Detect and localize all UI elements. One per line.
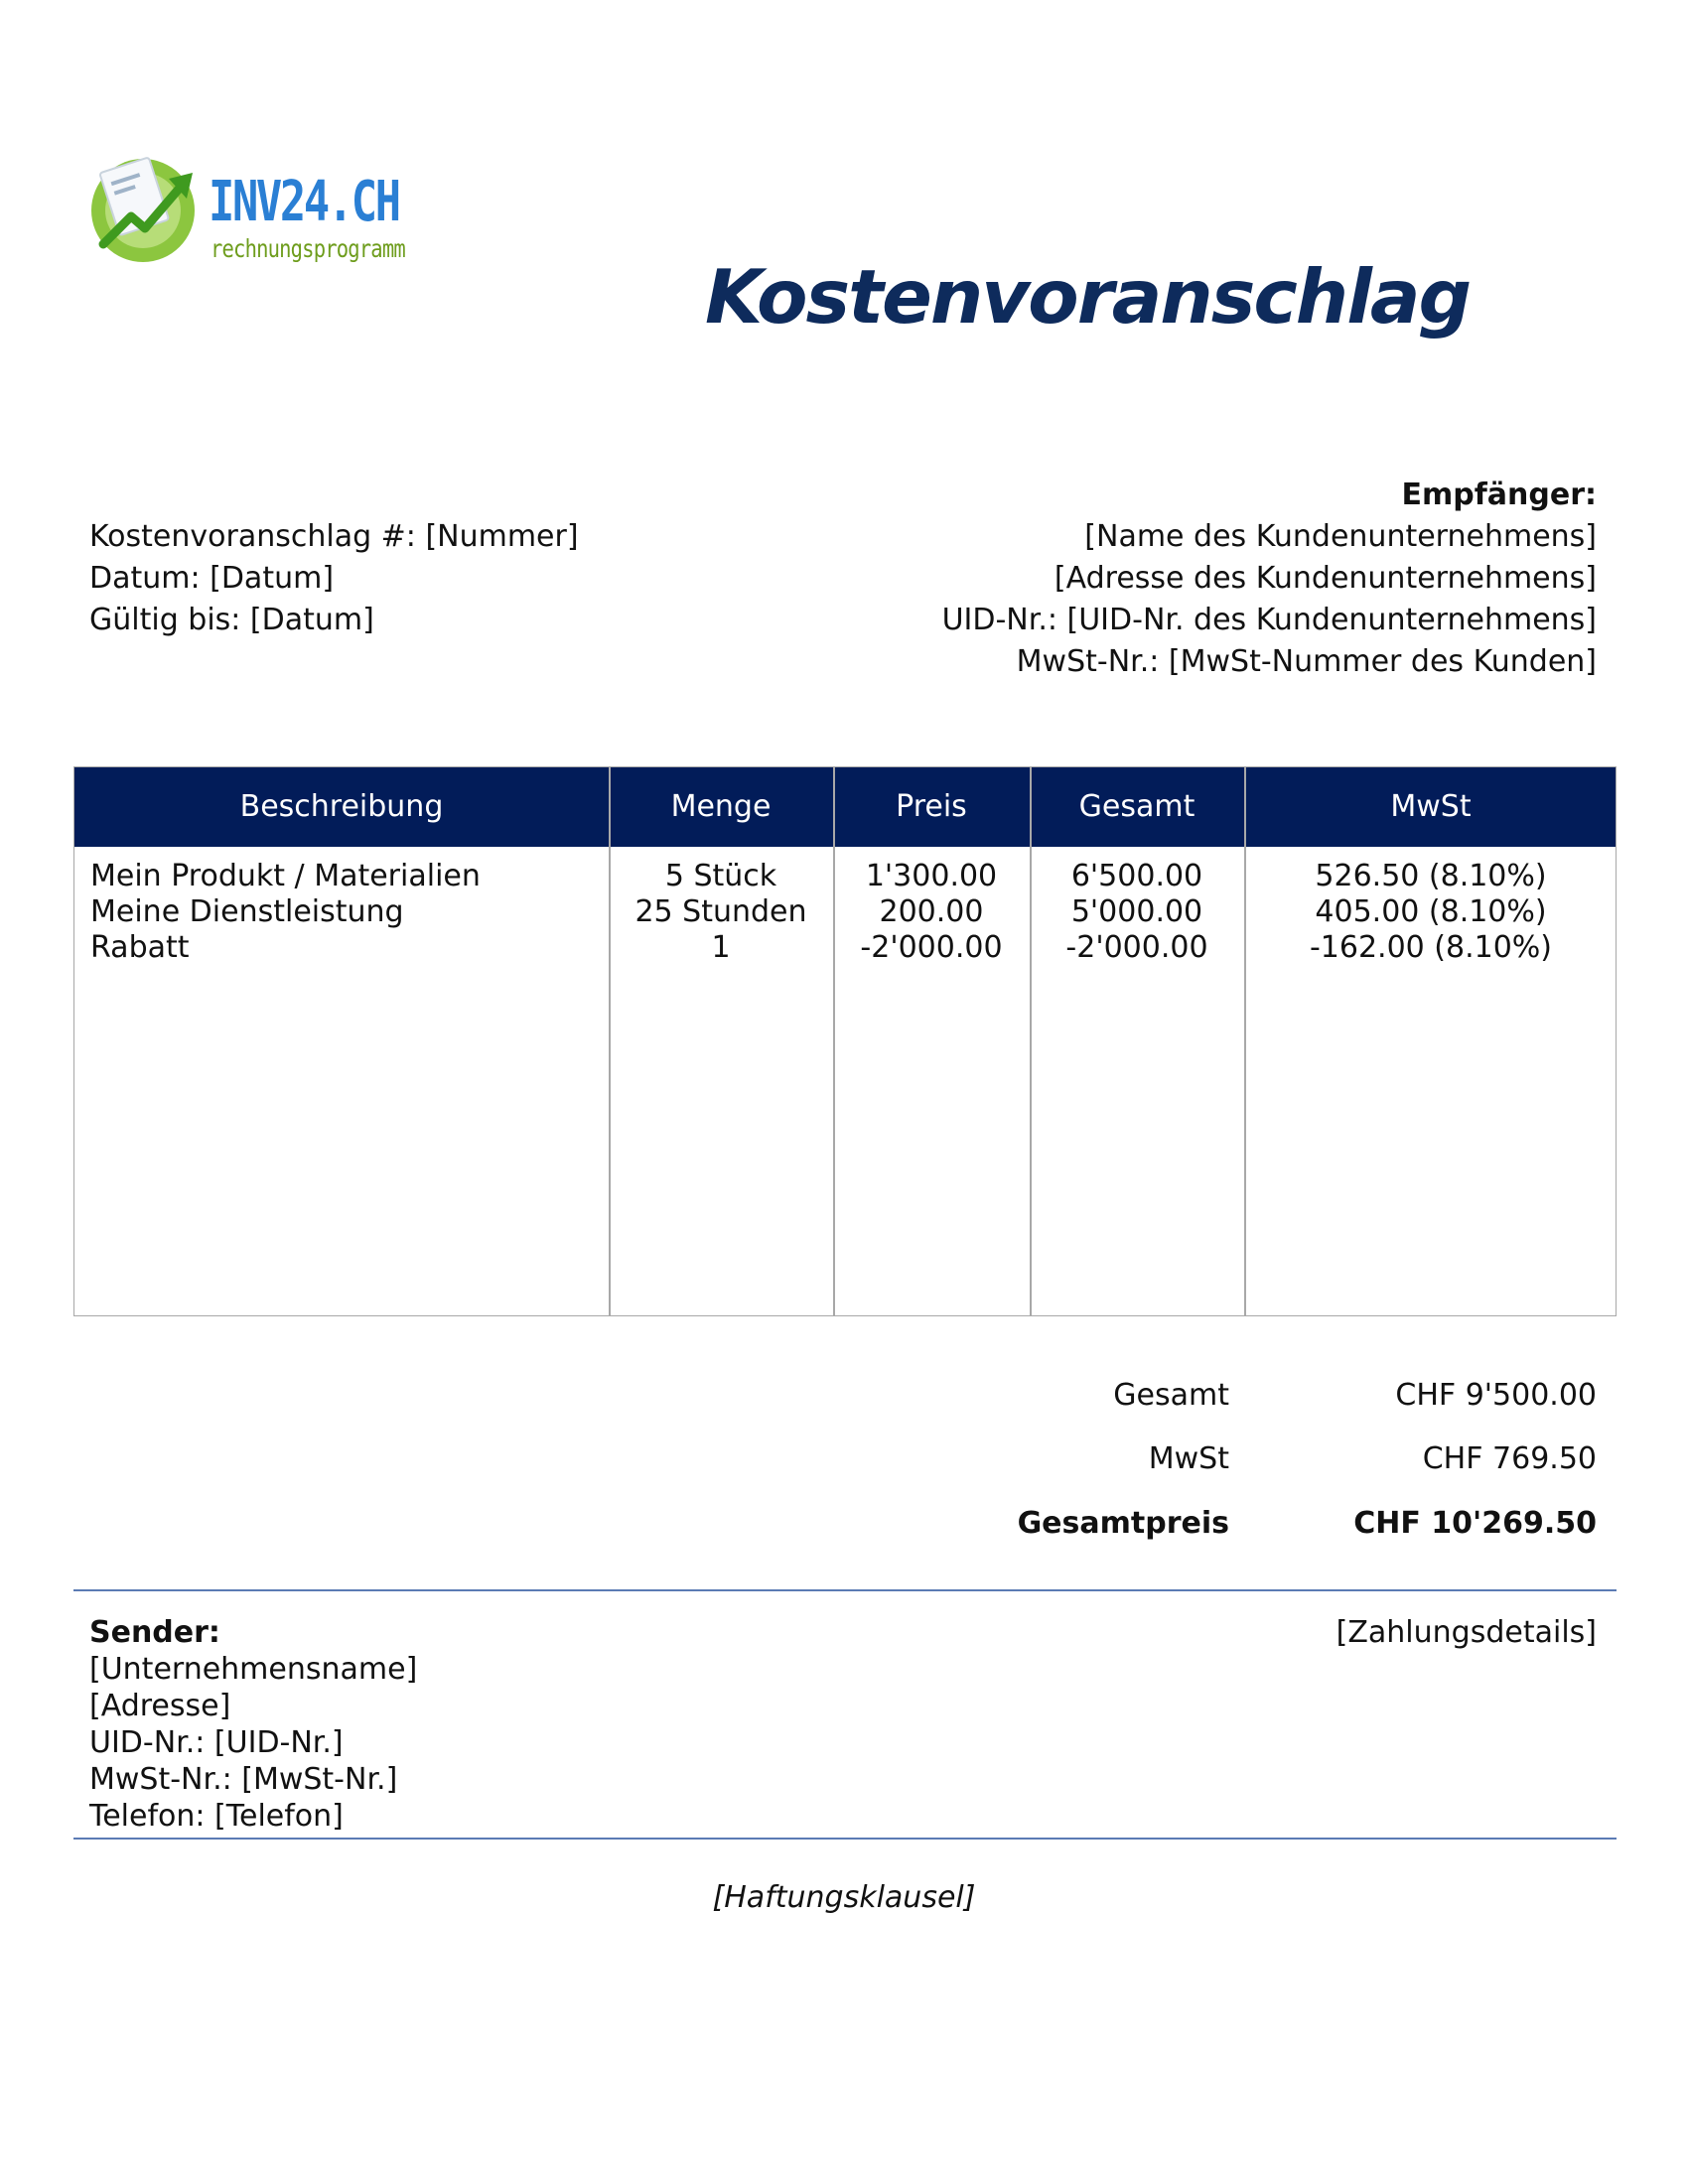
table-cell: -162.00 (8.10%) [1309, 930, 1553, 965]
logo-chart-icon [89, 149, 201, 266]
logo-tagline: rechnungsprogramm [211, 234, 405, 263]
quote-meta [89, 516, 579, 641]
grand-total-value: CHF 10'269.50 [1353, 1506, 1597, 1541]
subtotal-label: Gesamt [1113, 1378, 1229, 1413]
table-cell: Rabatt [90, 930, 190, 965]
vat-total-value: CHF 769.50 [1422, 1441, 1597, 1476]
footer-divider-bottom [73, 1838, 1617, 1840]
sender-heading: Sender: [89, 1615, 220, 1650]
sender-uid: UID-Nr.: [UID-Nr.] [89, 1725, 344, 1760]
column-divider [1244, 767, 1246, 1315]
quantity-column [609, 859, 833, 966]
column-divider [609, 767, 611, 1315]
column-header-total: Gesamt [1078, 789, 1196, 824]
table-cell: Mein Produkt / Materialien [90, 859, 481, 893]
table-cell: 5 Stück [664, 859, 777, 893]
column-header-description: Beschreibung [239, 789, 444, 824]
column-divider [833, 767, 835, 1315]
items-table [73, 766, 1617, 1316]
total-column [1030, 859, 1244, 966]
payment-details: [Zahlungsdetails] [1336, 1615, 1597, 1650]
table-cell: -2'000.00 [1065, 930, 1208, 965]
table-cell: 1'300.00 [865, 859, 998, 893]
table-cell: 200.00 [879, 894, 984, 929]
company-logo [89, 149, 407, 273]
column-header-quantity: Menge [670, 789, 772, 824]
quote-valid-until: Gültig bis: [Datum] [89, 603, 374, 637]
description-column [90, 859, 481, 966]
table-cell: 526.50 (8.10%) [1315, 859, 1547, 893]
column-header-price: Preis [896, 789, 967, 824]
sender-vat: MwSt-Nr.: [MwSt-Nr.] [89, 1762, 398, 1797]
sender-phone: Telefon: [Telefon] [89, 1799, 344, 1834]
document-title: Kostenvoranschlag [705, 253, 1471, 341]
logo-brand-name: INV24.CH [209, 170, 399, 234]
table-cell: 1 [711, 930, 731, 965]
column-divider [1030, 767, 1032, 1315]
table-cell: 405.00 (8.10%) [1315, 894, 1547, 929]
column-header-vat: MwSt [1390, 789, 1472, 824]
grand-total-label: Gesamtpreis [1017, 1506, 1229, 1541]
recipient-vat: MwSt-Nr.: [MwSt-Nummer des Kunden] [1016, 644, 1597, 679]
quote-number: Kostenvoranschlag #: [Nummer] [89, 519, 579, 554]
liability-clause: [Haftungsklausel] [712, 1880, 976, 1915]
sender-address: [Adresse] [89, 1689, 231, 1723]
sender-company: [Unternehmensname] [89, 1652, 418, 1687]
vat-total-label: MwSt [1148, 1441, 1229, 1476]
table-cell: 6'500.00 [1070, 859, 1203, 893]
recipient-uid: UID-Nr.: [UID-Nr. des Kundenunternehmens] [941, 603, 1597, 637]
subtotal-value: CHF 9'500.00 [1395, 1378, 1597, 1413]
vat-column [1244, 859, 1618, 966]
table-cell: 25 Stunden [634, 894, 807, 929]
sender-block [89, 1614, 417, 1835]
recipient-name: [Name des Kundenunternehmens] [1084, 519, 1597, 554]
quote-date: Datum: [Datum] [89, 561, 335, 596]
recipient-block [942, 475, 1597, 683]
recipient-heading: Empfänger: [1401, 478, 1597, 512]
recipient-address: [Adresse des Kundenunternehmens] [1054, 561, 1597, 596]
table-cell: 5'000.00 [1070, 894, 1203, 929]
footer-divider-top [73, 1589, 1617, 1591]
price-column [833, 859, 1030, 966]
table-cell: -2'000.00 [860, 930, 1003, 965]
table-cell: Meine Dienstleistung [90, 894, 404, 929]
